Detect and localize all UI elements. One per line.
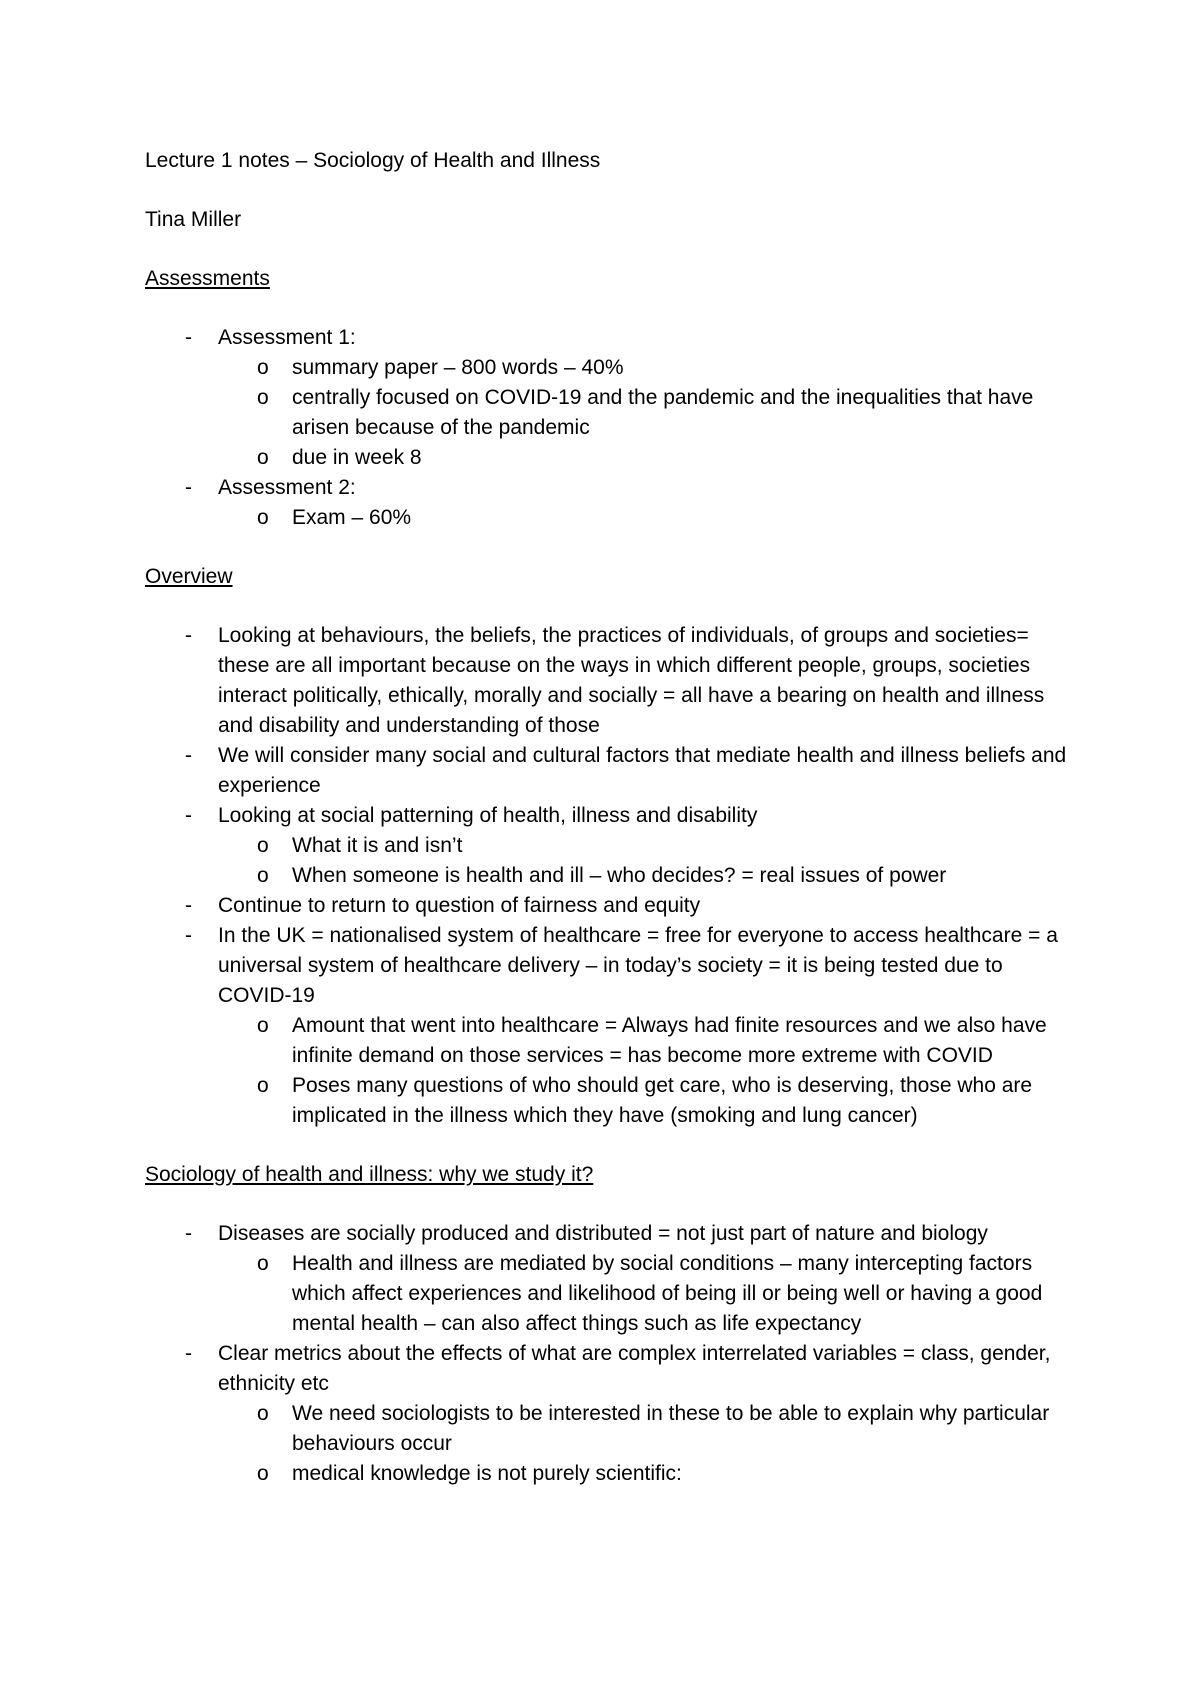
sub-bullet-item [145, 831, 1080, 861]
document-title: Lecture 1 notes – Sociology of Health and Illness [145, 149, 601, 172]
sub-bullet-text: Exam – 60% [292, 506, 412, 529]
bullet-list [145, 323, 1080, 533]
dash-bullet-icon: - [185, 894, 192, 917]
sub-bullet-item [145, 1459, 1080, 1489]
circle-bullet-icon: o [257, 834, 269, 857]
circle-bullet-icon: o [257, 386, 269, 409]
circle-bullet-icon: o [257, 1402, 269, 1425]
sub-bullet-list [145, 503, 1080, 533]
bullet-list [145, 621, 1080, 1131]
sub-bullet-item [145, 1399, 1080, 1459]
dash-bullet-icon: - [185, 476, 192, 499]
sub-bullet-list [145, 353, 1080, 473]
section-heading: Sociology of health and illness: why we study it? [145, 1163, 594, 1186]
sub-bullet-text: centrally focused on COVID-19 and the pandemic and the inequalities that have arisen because of the pandemic [292, 386, 1034, 439]
circle-bullet-icon: o [257, 1014, 269, 1037]
sub-bullet-list [145, 1249, 1080, 1339]
bullet-item [145, 1219, 1080, 1249]
circle-bullet-icon: o [257, 506, 269, 529]
sub-bullet-list [145, 1399, 1080, 1489]
bullet-item [145, 921, 1080, 1011]
sub-bullet-item [145, 383, 1080, 443]
sub-bullet-text: Health and illness are mediated by social conditions – many intercepting factors which affect experiences and likelihood of being ill or being well or having a good mental health – can also affect things such as life expectancy [292, 1252, 1043, 1335]
sub-bullet-text: summary paper – 800 words – 40% [292, 356, 624, 379]
bullet-text: Assessment 2: [218, 476, 356, 499]
bullet-item [145, 473, 1080, 503]
circle-bullet-icon: o [257, 1252, 269, 1275]
circle-bullet-icon: o [257, 1462, 269, 1485]
circle-bullet-icon: o [257, 1074, 269, 1097]
section-heading: Assessments [145, 267, 270, 290]
document-body [145, 264, 1080, 1489]
dash-bullet-icon: - [185, 1342, 192, 1365]
sub-bullet-item [145, 1071, 1080, 1131]
bullet-item [145, 621, 1080, 741]
bullet-item [145, 323, 1080, 353]
document-author: Tina Miller [145, 208, 242, 231]
sub-bullet-text: medical knowledge is not purely scientific: [292, 1462, 682, 1485]
circle-bullet-icon: o [257, 864, 269, 887]
bullet-text: Looking at social patterning of health, illness and disability [218, 804, 758, 827]
sub-bullet-item [145, 1011, 1080, 1071]
bullet-text: Continue to return to question of fairness and equity [218, 894, 701, 917]
dash-bullet-icon: - [185, 924, 192, 947]
circle-bullet-icon: o [257, 446, 269, 469]
dash-bullet-icon: - [185, 744, 192, 767]
dash-bullet-icon: - [185, 326, 192, 349]
sub-bullet-list [145, 1011, 1080, 1131]
dash-bullet-icon: - [185, 624, 192, 647]
sub-bullet-text: due in week 8 [292, 446, 422, 469]
bullet-item [145, 741, 1080, 801]
sub-bullet-item [145, 503, 1080, 533]
sub-bullet-text: We need sociologists to be interested in these to be able to explain why particular behaviours occur [292, 1402, 1050, 1455]
bullet-item [145, 1339, 1080, 1399]
sub-bullet-item [145, 1249, 1080, 1339]
bullet-list [145, 1219, 1080, 1489]
sub-bullet-text: When someone is health and ill – who decides? = real issues of power [292, 864, 947, 887]
bullet-text: Diseases are socially produced and distributed = not just part of nature and biology [218, 1222, 988, 1245]
bullet-item [145, 801, 1080, 831]
circle-bullet-icon: o [257, 356, 269, 379]
sub-bullet-item [145, 353, 1080, 383]
sub-bullet-text: What it is and isn’t [292, 834, 463, 857]
sub-bullet-text: Poses many questions of who should get care, who is deserving, those who are implicated in the illness which they have (smoking and lung cancer) [292, 1074, 1033, 1127]
bullet-text: Assessment 1: [218, 326, 356, 349]
sub-bullet-item [145, 861, 1080, 891]
bullet-text: We will consider many social and cultural factors that mediate health and illness beliefs and experience [218, 744, 1067, 797]
bullet-text: Looking at behaviours, the beliefs, the practices of individuals, of groups and societies= these are all important because on the ways in which different people, groups, societies interact politically, ethically, morally and socially = all have a bearing on health and illness and disability and understanding of those [218, 624, 1045, 737]
dash-bullet-icon: - [185, 1222, 192, 1245]
sub-bullet-item [145, 443, 1080, 473]
sub-bullet-list [145, 831, 1080, 891]
sub-bullet-text: Amount that went into healthcare = Always had finite resources and we also have infinite demand on those services = has become more extreme with COVID [292, 1014, 1047, 1067]
bullet-text: In the UK = nationalised system of healthcare = free for everyone to access healthcare = a universal system of healthcare delivery – in today’s society = it is being tested due to COVID-19 [218, 924, 1058, 1007]
bullet-text: Clear metrics about the effects of what are complex interrelated variables = class, gender, ethnicity etc [218, 1342, 1051, 1395]
dash-bullet-icon: - [185, 804, 192, 827]
section-heading: Overview [145, 565, 233, 588]
bullet-item [145, 891, 1080, 921]
